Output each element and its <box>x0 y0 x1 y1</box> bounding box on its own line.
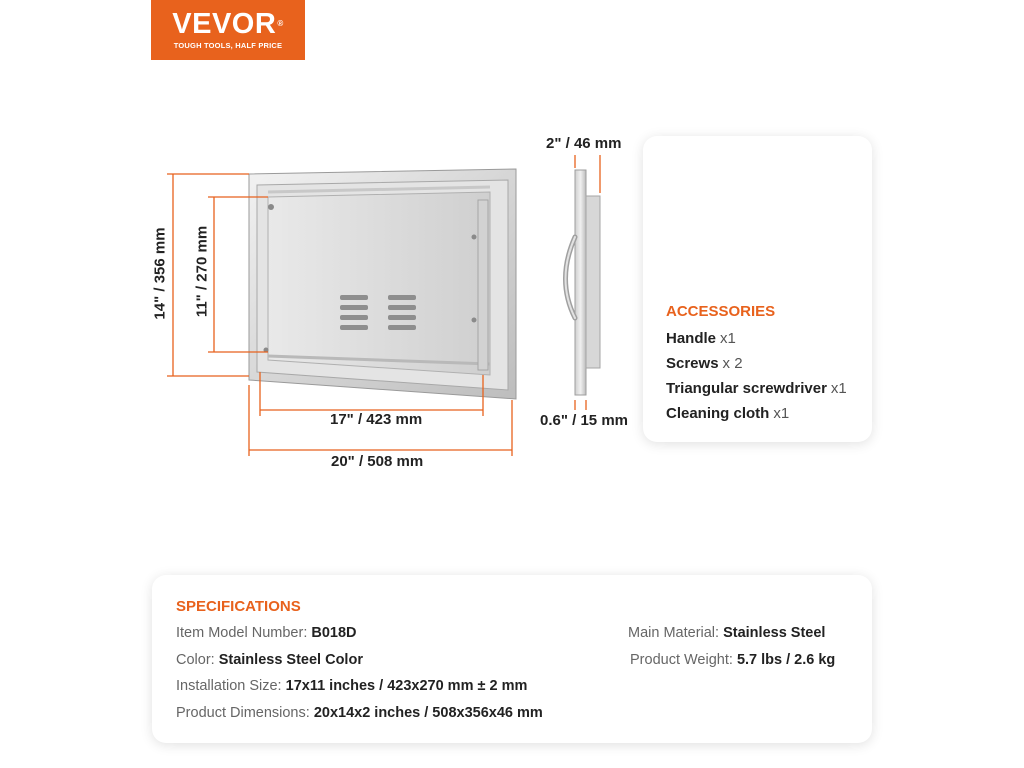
accessory-name: Handle <box>666 330 717 347</box>
accessories-title: ACCESSORIES <box>666 303 776 320</box>
spec-color <box>176 652 363 668</box>
spec-value: Stainless Steel Color <box>218 652 363 668</box>
spec-label: Color: <box>176 652 215 668</box>
spec-model-number <box>176 625 357 641</box>
spec-value: 5.7 lbs / 2.6 kg <box>736 652 836 668</box>
side-thickness-label: 0.6" / 15 mm <box>540 412 628 429</box>
spec-label: Main Material: <box>628 625 720 641</box>
width-inner-label: 17" / 423 mm <box>330 411 423 428</box>
spec-installation-size <box>176 678 527 694</box>
brand-name: VEVOR® <box>172 8 284 40</box>
spec-value: 17x11 inches / 423x270 mm ± 2 mm <box>285 678 528 694</box>
accessory-item <box>666 401 847 426</box>
specifications-card <box>152 575 872 743</box>
accessories-list <box>666 326 847 426</box>
accessory-qty: x1 <box>720 330 736 347</box>
spec-value: Stainless Steel <box>723 625 826 641</box>
accessory-qty: x1 <box>830 380 847 397</box>
specifications-title: SPECIFICATIONS <box>176 598 301 615</box>
accessory-name: Cleaning cloth <box>666 405 770 422</box>
accessories-card <box>643 136 872 442</box>
spec-value: B018D <box>311 625 357 641</box>
accessory-item <box>666 326 847 351</box>
brand-tagline: TOUGH TOOLS, HALF PRICE <box>173 41 283 50</box>
height-outer-label: 14" / 356 mm <box>151 227 169 320</box>
accessory-item <box>666 351 847 376</box>
access-door-side-view <box>566 170 601 395</box>
access-door-front <box>249 169 516 399</box>
spec-label: Installation Size: <box>176 678 282 694</box>
accessory-name: Triangular screwdriver <box>666 380 827 397</box>
accessory-qty: x 2 <box>722 355 743 372</box>
spec-product-weight <box>630 652 835 668</box>
spec-main-material <box>628 625 825 641</box>
accessory-qty: x1 <box>773 405 790 422</box>
accessory-name: Screws <box>666 355 719 372</box>
spec-product-dimensions <box>176 705 543 721</box>
height-inner-label: 11" / 270 mm <box>193 225 211 318</box>
side-depth-label: 2" / 46 mm <box>546 135 622 152</box>
spec-label: Product Dimensions: <box>176 705 310 721</box>
width-outer-label: 20" / 508 mm <box>331 453 424 470</box>
spec-value: 20x14x2 inches / 508x356x46 mm <box>313 705 543 721</box>
spec-label: Product Weight: <box>630 652 733 668</box>
spec-label: Item Model Number: <box>176 625 308 641</box>
accessory-item <box>666 376 847 401</box>
